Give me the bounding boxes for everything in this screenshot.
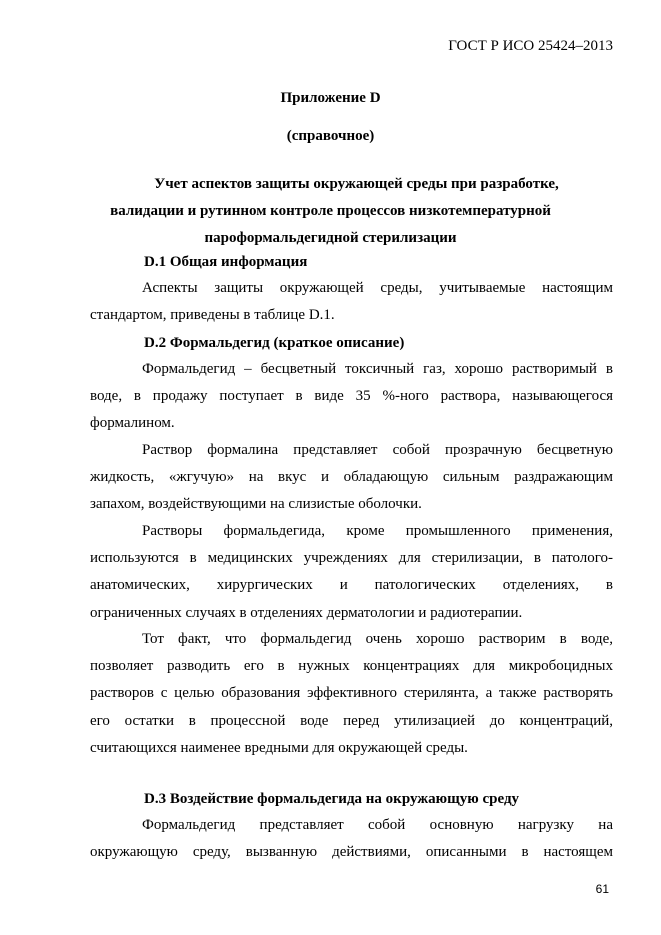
page-number: 61 — [595, 882, 609, 896]
text-line: Формальдегид – бесцветный токсичный газ, хорошо растворимый в — [142, 361, 613, 377]
text-line: его остатки в процессной воде перед утилизацией до концентраций, — [90, 712, 613, 729]
text-line: жидкость, «жгучую» на вкус и обладающую сильным раздражающим — [90, 469, 613, 486]
paragraph — [90, 518, 613, 627]
text-line: Аспекты защиты окружающей среды, учитываемые настоящим — [142, 280, 613, 296]
text-line: стандартом, приведены в таблице D.1. — [90, 307, 335, 324]
appendix-heading-line: валидации и рутинном контроле процессов низкотемпературной — [110, 203, 551, 219]
paragraph — [90, 626, 613, 762]
paragraph — [90, 356, 613, 438]
text-line: окружающую среду, вызванную действиями, описанными в настоящем — [90, 844, 613, 861]
appendix-heading — [0, 171, 661, 252]
text-line: анатомических, хирургических и патологических отделениях, в — [90, 577, 613, 594]
text-line: Формальдегид представляет собой основную нагрузку на — [142, 817, 613, 833]
text-line: Тот факт, что формальдегид очень хорошо растворим в воде, — [142, 631, 613, 647]
appendix-heading-line: пароформальдегидной стерилизации — [204, 230, 457, 246]
standard-header: ГОСТ Р ИСО 25424–2013 — [448, 38, 613, 54]
appendix-status: (справочное) — [286, 128, 375, 144]
text-line: Раствор формалина представляет собой прозрачную бесцветную — [142, 442, 613, 458]
paragraph — [90, 812, 613, 866]
section-heading-d3: D.3 Воздействие формальдегида на окружающую среду — [144, 791, 520, 807]
text-line: запахом, воздействующими на слизистые оболочки. — [90, 496, 422, 513]
section-heading-d1: D.1 Общая информация — [144, 254, 308, 270]
text-line: считающихся наименее вредными для окружающей среды. — [90, 739, 468, 756]
text-line: воде, в продажу поступает в виде 35 %-ного раствора, называющегося — [90, 388, 613, 405]
text-line: растворов с целью образования эффективного стерилянта, а также растворять — [90, 685, 613, 702]
text-line: ограниченных случаях в отделениях дерматологии и радиотерапии. — [90, 604, 523, 621]
paragraph — [90, 275, 613, 329]
text-line: используются в медицинских учреждениях для стерилизации, в патолого- — [90, 550, 613, 567]
appendix-title: Приложение D — [280, 90, 381, 106]
text-line: Растворы формальдегида, кроме промышленного применения, — [142, 523, 613, 539]
paragraph — [90, 437, 613, 519]
appendix-heading-line: Учет аспектов защиты окружающей среды при разработке, — [154, 176, 559, 192]
text-line: формалином. — [90, 415, 175, 432]
text-line: позволяет разводить его в нужных концентрациях для микробоцидных — [90, 658, 613, 675]
section-heading-d2: D.2 Формальдегид (краткое описание) — [144, 335, 405, 351]
